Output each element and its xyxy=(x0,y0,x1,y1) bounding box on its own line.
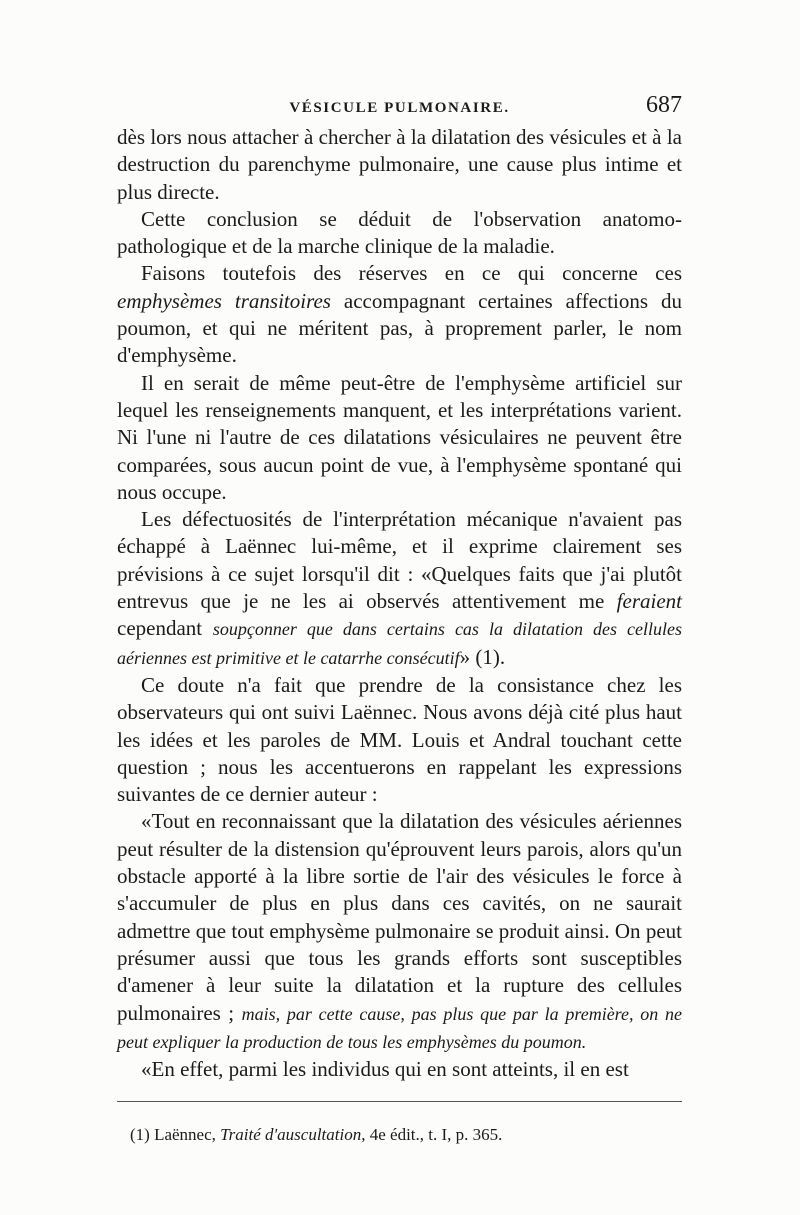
paragraph-3 xyxy=(117,260,682,369)
quotation-text: «Tout en reconnaissant que la dilatation des vésicules aériennes peut résulter de la distension qu'éprouvent leurs parois, alors qu'un obstacle apporté à la libre sortie de l'air des vésicules le force à s'accumuler de plus en plus dans ces cavités, on ne saurait admettre que tout emphysème pulmonaire se produit ainsi. On peut présumer aussi que tous les grands efforts sont susceptibles d'amener à leur suite la dilatation et la rupture des cellules pulmonaires ; xyxy=(117,809,682,1025)
paragraph-5-text: Les défectuosités de l'interprétation mécanique n'avaient pas échappé à Laënnec lui-même, et il exprime clairement ses prévisions à ce sujet lorsqu'il dit : «Quelques faits que j'ai plutôt entrevus que je ne les ai observés attentivement me xyxy=(117,507,682,614)
footnote-divider xyxy=(117,1101,682,1102)
paragraph-5 xyxy=(117,506,682,672)
italic-phrase: emphysèmes transitoires xyxy=(117,288,331,313)
paragraph-4: Il en serait de même peut-être de l'emphysème artificiel sur lequel les renseignements manquent, et les interprétations varient. Ni l'une ni l'autre de ces dilatations vésiculaires ne peuvent être comparées, sous aucun point de vue, à l'emphysème spontané qui nous occupe. xyxy=(117,370,682,504)
footnote-details: 4e édit., t. I, p. 365. xyxy=(369,1125,503,1144)
page-number: 687 xyxy=(646,92,682,118)
body-text xyxy=(117,124,682,1083)
footnote-number: (1) xyxy=(130,1125,150,1144)
paragraph-3-text-end: accompagnant certaines affections du poumon, et qui ne méritent pas, à proprement parler, le nom d'emphysème. xyxy=(117,288,682,368)
paragraph-6: Ce doute n'a fait que prendre de la consistance chez les observateurs qui ont suivi Laënnec. Nous avons déjà cité plus haut les idées et les paroles de MM. Louis et Andral touchant cette question ; nous les accentuerons en rappelant les expressions suivantes de ce dernier auteur : xyxy=(117,672,682,807)
paragraph-8: «En effet, parmi les individus qui en sont atteints, il en est xyxy=(141,1057,629,1082)
paragraph-7 xyxy=(117,808,682,1056)
footnote-author: Laënnec, xyxy=(154,1125,216,1144)
paragraph-3-text: Faisons toutefois des réserves en ce qui concerne ces xyxy=(141,261,682,286)
paragraph-5-text-mid: cependant xyxy=(117,616,213,641)
italic-quotation: mais, par cette cause, pas plus que par la première, on ne peut expliquer la production de tous les emphysèmes du poumon. xyxy=(117,1003,682,1052)
paragraph-2: Cette conclusion se déduit de l'observation anatomo-pathologique et de la marche clinique de la maladie. xyxy=(117,206,682,259)
footnote-title: Traité d'auscultation, xyxy=(220,1125,366,1144)
running-head xyxy=(117,92,682,124)
footnote xyxy=(130,1124,680,1146)
footnote-reference: » (1). xyxy=(459,644,506,669)
running-title: VÉSICULE PULMONAIRE. xyxy=(289,100,510,116)
paragraph-1: dès lors nous attacher à chercher à la dilatation des vésicules et à la destruction du parenchyme pulmonaire, une cause plus intime et plus directe. xyxy=(117,125,682,204)
italic-word: feraient xyxy=(616,589,682,614)
italic-quotation: soupçonner que dans certains cas la dilatation des cellules aériennes est primitive et le catarrhe consécutif xyxy=(117,619,682,668)
